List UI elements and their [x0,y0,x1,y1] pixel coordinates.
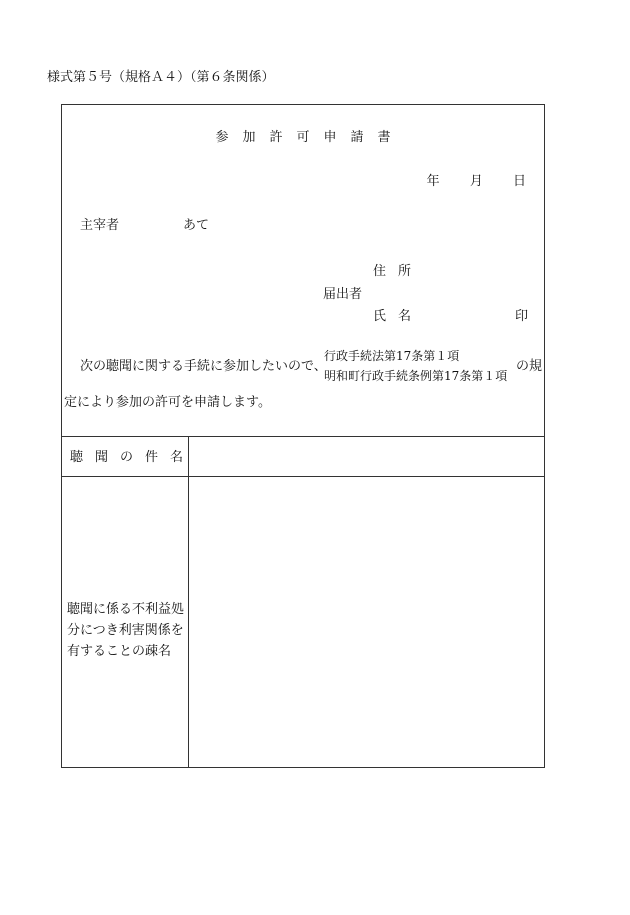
date-day: 日 [512,174,526,189]
body-text-line2: 定により参加の許可を申請します。 [64,395,271,410]
addressee-line [80,219,209,232]
name-label: 氏名 [373,309,424,324]
table-top-border [62,436,544,437]
application-form-frame [61,104,545,768]
date-month: 月 [469,174,483,189]
table-column-divider [188,436,189,767]
body-text-suffix: の規 [516,359,543,374]
organizer-label: 主宰者 [80,218,120,233]
interest-party-label: 聴聞に係る不利益処分につき利害関係を有することの疎名 [67,602,185,659]
addressee-ate: あて [183,218,210,233]
form-title: 参加許可申請書 [215,130,405,145]
body-text-line1: 次の聴聞に関する手続に参加したいので、 [80,359,327,374]
law-option-2: 明和町行政手続条例第17条第１項 [324,369,508,383]
interest-party-field[interactable] [197,485,532,760]
date-row [427,175,526,188]
form-number-label: 様式第５号（規格Ａ４）（第６条関係） [47,70,275,85]
address-label: 住所 [373,264,424,279]
notifier-label: 届出者 [323,287,363,302]
case-name-label: 聴聞の件名 [70,450,196,465]
law-option-1: 行政手続法第17条第１項 [324,349,460,363]
seal-mark: 印 [514,309,528,324]
date-year: 年 [426,174,440,189]
table-row-divider [62,476,544,477]
case-name-field[interactable] [197,445,532,467]
